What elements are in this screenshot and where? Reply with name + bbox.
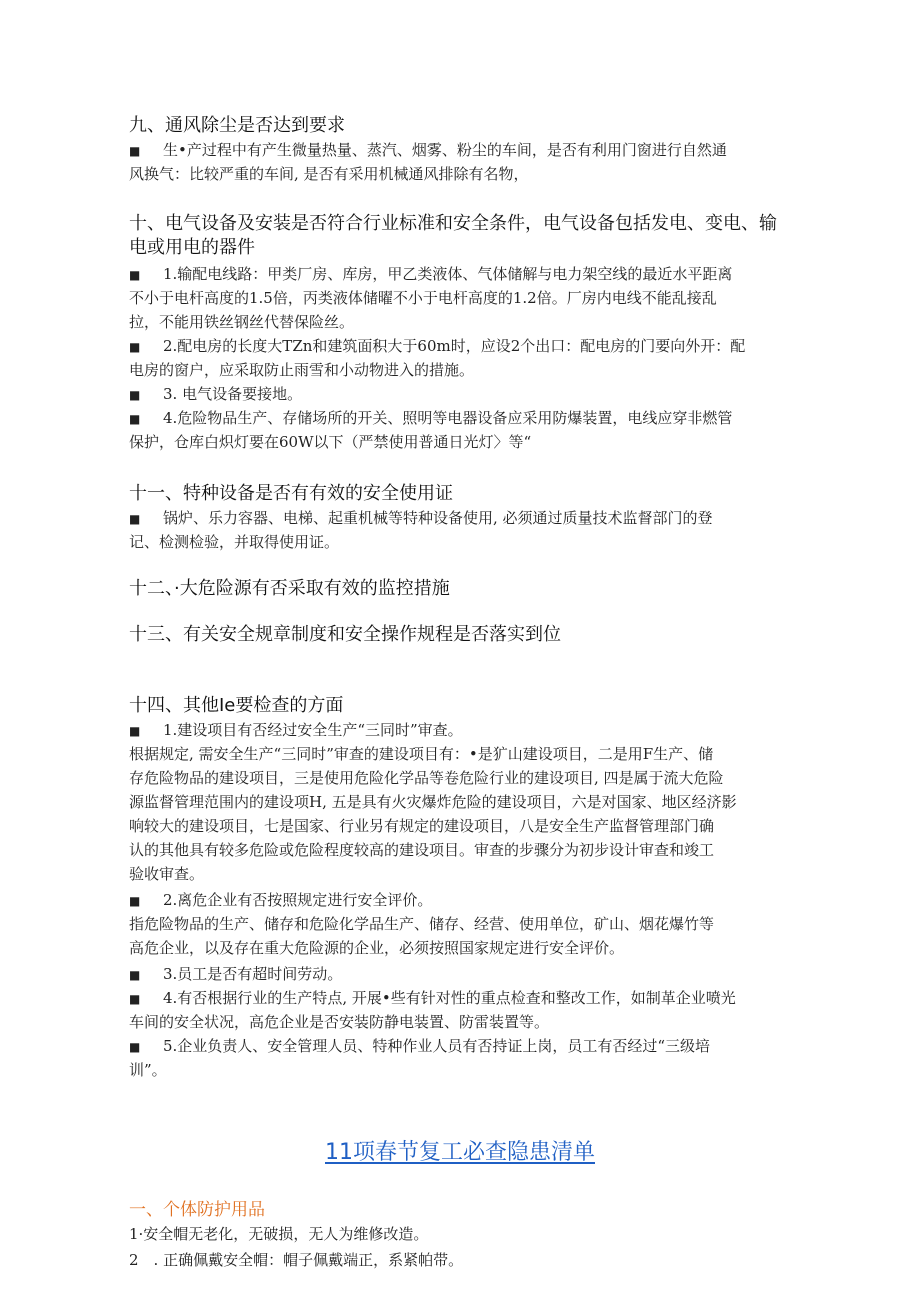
bullet-icon: ■	[129, 724, 141, 738]
section-13-heading: 十三、有关安全规章制度和安全操作规程是否落实到位	[129, 624, 561, 645]
paragraph-line: 响较大的建设项目，七是国家、行业另有规定的建设项目，八是安全生产监督管理部门确	[129, 817, 715, 835]
list-item-continuation: 电房的窗户，应采取防止雨雪和小动物进入的措施。	[129, 361, 475, 379]
bullet-icon: ■	[129, 1040, 141, 1054]
section-11-paragraph-line: ■ 锅炉、乐力容器、电梯、起重机械等特种设备使用, 必须通过质量技术监督部门的登	[129, 506, 809, 531]
section-9-paragraph-line: ■ 生•产过程中有产生微量热量、蒸汽、烟雾、粉尘的车间，是否有利用门窗进行自然通	[129, 138, 809, 163]
list-item: ■ 4.有否根据行业的生产特点, 开展•些有针对性的重点检查和整改工作，如制革企业喷光	[129, 986, 809, 1011]
checklist-title: 11项春节复工必查隐患清单	[325, 1140, 595, 1165]
list-item: ■ 3. 电气设备要接地。	[129, 382, 809, 407]
list-item: ■ 4.危险物品生产、存储场所的开关、照明等电器设备应采用防爆装置，电线应穿非燃管	[129, 406, 809, 431]
paragraph-line: 验收审查。	[129, 865, 205, 883]
paragraph-line: 存危险物品的建设项目，三是使用危险化学品等卷危险行业的建设项目, 四是属于流大危险	[129, 769, 724, 787]
bullet-icon: ■	[129, 968, 141, 982]
bullet-icon: ■	[129, 894, 141, 908]
section-10-heading: 十、电气设备及安装是否符合行业标准和安全条件，电气设备包括发电、变电、输	[129, 213, 777, 234]
list-item-continuation: 训”。	[129, 1061, 167, 1079]
paragraph-line: 源监督管理范围内的建设项H, 五是具有火灾爆炸危险的建设项目，六是对国家、地区经济影	[129, 793, 737, 811]
section-9-heading: 九、通风除尘是否达到要求	[129, 115, 345, 136]
list-item-continuation: 拉，不能用铁丝钢丝代替保险丝。	[129, 313, 355, 331]
list-item: ■ 2.配电房的长度大TZn和建筑面积大于60m时，应设2个出口：配电房的门要向外开：配	[129, 334, 809, 359]
checklist-item: 2 . 正确佩戴安全帽：帽子佩戴端正，系紧帕带。	[129, 1251, 464, 1269]
list-item: ■ 5.企业负责人、安全管理人员、特种作业人员有否持证上岗，员工有否经过“三级培	[129, 1034, 809, 1059]
section-11-heading: 十一、特种设备是否有有效的安全使用证	[129, 483, 453, 504]
section-9-paragraph-line: 风换气：比较严重的车间, 是否有采用机械通风排除有名物，	[129, 165, 529, 183]
section-10-heading: 电或用电的器件	[129, 237, 255, 258]
list-item: ■ 2.离危企业有否按照规定进行安全评价。	[129, 888, 809, 913]
list-item-continuation: 车间的安全状况，高危企业是否安装防静电装置、防雷装置等。	[129, 1013, 550, 1031]
checklist-section-heading: 一、个体防护用品	[129, 1200, 265, 1220]
section-11-paragraph-line: 记、检测检验，并取得使用证。	[129, 533, 340, 551]
list-item-continuation: 不小于电杆高度的1.5倍，丙类液体储曜不小于电杆高度的1.2倍。厂房内电线不能乱接乱	[129, 289, 717, 307]
section-14-heading: 十四、其他Ie要检查的方面	[129, 695, 344, 716]
list-item: ■ 3.员工是否有超时间劳动。	[129, 962, 809, 987]
list-item: ■ 1.输配电线路：甲类厂房、库房，甲乙类液体、气体储解与电力架空线的最近水平距离	[129, 262, 809, 287]
paragraph-line: 高危企业，以及存在重大危险源的企业，必须按照国家规定进行安全评价。	[129, 939, 625, 957]
list-item-continuation: 保护，仓库白炽灯要在60W以下（严禁使用普通日光灯〉等“	[129, 433, 532, 451]
bullet-icon: ■	[129, 268, 141, 282]
list-item: ■ 1.建设项目有否经过安全生产“三同时”审查。	[129, 718, 809, 743]
paragraph-line: 根据规定, 需安全生产“三同时”审查的建设项目有：•是犷山建设项目，二是用F生产、储	[129, 745, 714, 763]
bullet-icon: ■	[129, 512, 141, 526]
bullet-icon: ■	[129, 340, 141, 354]
bullet-icon: ■	[129, 412, 141, 426]
paragraph-line: 指危险物品的生产、储存和危险化学品生产、储存、经营、使用单位，矿山、烟花爆竹等	[129, 915, 715, 933]
paragraph-line: 认的其他具有较多危险或危险程度较高的建设项目。审查的步骤分为初步设计审查和竣工	[129, 841, 715, 859]
bullet-icon: ■	[129, 992, 141, 1006]
bullet-icon: ■	[129, 388, 141, 402]
bullet-icon: ■	[129, 144, 141, 158]
checklist-item: 1·安全帽无老化，无破损，无人为维修改造。	[129, 1225, 429, 1243]
section-12-heading: 十二、·大危险源有否采取有效的监控措施	[129, 578, 450, 599]
